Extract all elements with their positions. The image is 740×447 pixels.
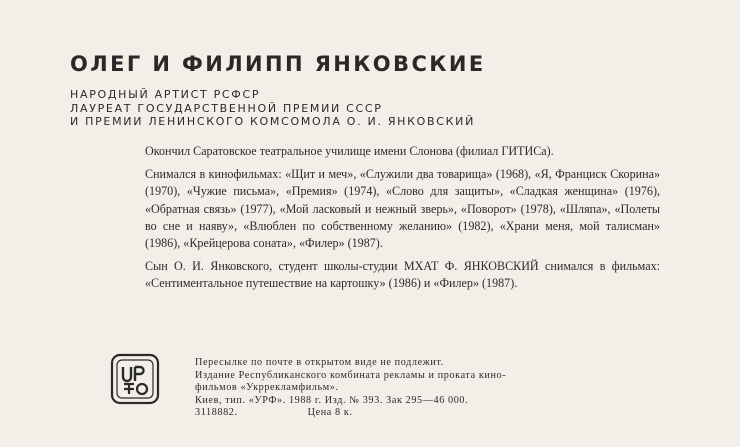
card-title: ОЛЕГ И ФИЛИПП ЯНКОВСКИЕ (70, 52, 486, 76)
subtitle-block (70, 88, 475, 129)
footer-catalog-code: 3118882. (195, 407, 238, 419)
subtitle-line-3: И ПРЕМИИ ЛЕНИНСКОГО КОМСОМОЛА О. И. ЯНКОВСКИЙ (70, 115, 476, 128)
subtitle-line-1: НАРОДНЫЙ АРТИСТ РСФСР (70, 88, 261, 101)
footer-publisher-line-2: фильмов «Укррекламфильм». (195, 382, 339, 394)
bio-paragraph-filmography: Снимался в кинофильмах: «Щит и меч», «Служили два товарища» (1968), «Я, Франциск Скорина» (1970), «Чужие письма», «Премия» (1974), «Слово для защиты», «Сладкая женщина» (1976), «Обратная связь» (1977), «Мой ласковый и нежный зверь», «Поворот» (1978), «Шляпа», «Полеты во сне и наяву», «Влюблен по собственному желанию» (1982), «Храни меня, мой талисман» (1986), «Крейцерова соната», «Филер» (1987). (145, 167, 660, 251)
bio-paragraph-son: Сын О. И. Янковского, студент школы-студии МХАТ Ф. ЯНКОВСКИЙ снимался в фильмах: «Сентиментальное путешествие на картошку» (1986) и «Филер» (1987). (145, 259, 660, 291)
urf-logo-icon (110, 353, 160, 405)
footer-price: Цена 8 к. (307, 407, 353, 419)
bio-paragraph-education: Окончил Саратовское театральное училище имени Слонова (филиал ГИТИСа). (145, 144, 554, 158)
subtitle-line-2: ЛАУРЕАТ ГОСУДАРСТВЕННОЙ ПРЕМИИ СССР (70, 101, 383, 115)
footer-publisher-line-1: Издание Республиканского комбината рекламы и проката кино- (195, 369, 507, 381)
footer-postal-note: Пересылке по почте в открытом виде не подлежит. (195, 357, 444, 368)
biography (145, 143, 660, 299)
footer-code-price-row (195, 407, 660, 420)
publication-info (195, 357, 660, 420)
footer-print-details: Киев, тип. «УРФ». 1988 г. Изд. № 393. Зак 295—46 000. (195, 394, 469, 406)
